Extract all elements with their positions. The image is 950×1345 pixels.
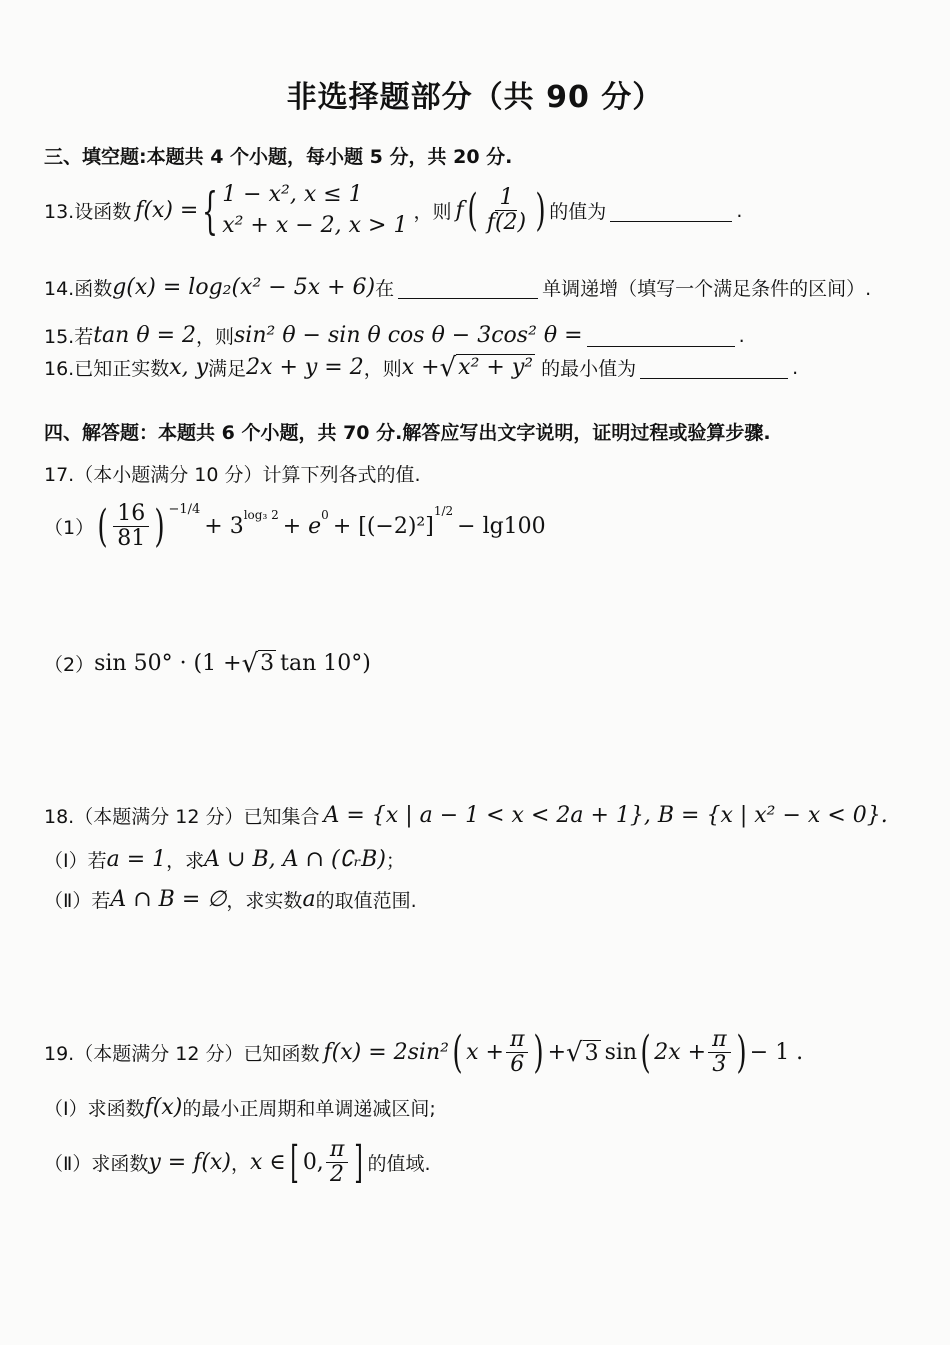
- q17-p2-sqrt: [241, 648, 277, 679]
- q17-log-exponent: log₃ 2: [243, 508, 279, 522]
- question-17-head: 17.（本小题满分 10 分）计算下列各式的值.: [44, 464, 421, 486]
- q17-p1-label: （1）: [44, 517, 95, 540]
- question-19-head: [44, 1028, 803, 1077]
- q13-denominator: f(2): [486, 210, 527, 236]
- q18-p2-var: a: [302, 887, 316, 912]
- q16-answer-blank[interactable]: [640, 356, 788, 379]
- q16-tail: 的最小值为: [541, 358, 637, 380]
- q19-radicand: 3: [584, 1040, 599, 1066]
- question-19-part-1: [44, 1094, 436, 1121]
- q14-expression: g(x) = log₂(x² − 5x + 6): [112, 275, 376, 300]
- q14-label: 14.函数: [44, 278, 113, 300]
- q19-p2-comma: ，: [230, 1153, 250, 1176]
- q16-vars: x, y: [169, 355, 209, 380]
- q16-then: ，则: [363, 358, 402, 380]
- q19-p2-x-in: x ∈: [249, 1150, 286, 1176]
- q13-case-1: 1 − x², x ≤ 1: [222, 182, 363, 207]
- q19-p1-tail: 的最小正周期和单调递减区间;: [182, 1098, 436, 1120]
- q17-p2-expr-b: tan 10°): [280, 651, 371, 676]
- q19-sqrt: [566, 1037, 601, 1068]
- q19-plus: +: [547, 1040, 567, 1066]
- q17-half-exponent: 1/2: [433, 504, 454, 518]
- question-17-part-1: [44, 502, 546, 551]
- q19-left-paren-2: (: [640, 1026, 651, 1078]
- q18-p2-end: 的取值范围.: [315, 890, 417, 912]
- question-16: [44, 354, 798, 381]
- q16-radicand: x² + y²: [458, 355, 534, 381]
- q19-sin: sin: [604, 1040, 638, 1066]
- question-18-head: [44, 802, 888, 829]
- q17-right-paren: ): [154, 500, 166, 552]
- q19-pi-2: π: [708, 1028, 730, 1053]
- q19-fraction-3: [326, 1138, 348, 1187]
- q16-satisfy: 满足: [208, 358, 247, 380]
- q19-two-x-plus: 2x +: [654, 1040, 707, 1066]
- q19-right-paren-1: ): [533, 1026, 545, 1078]
- radical-icon: √: [241, 648, 259, 679]
- q13-left-paren: (: [467, 184, 478, 236]
- question-13: [44, 180, 742, 242]
- q13-end: .: [736, 199, 743, 222]
- question-17-part-2: [44, 650, 371, 677]
- q15-answer-blank[interactable]: [587, 324, 735, 347]
- q16-end: .: [792, 356, 799, 379]
- section-fill-in-header: 三、填空题:本题共 4 个小题，每小题 5 分，共 20 分.: [44, 146, 513, 168]
- q13-fraction: [483, 186, 530, 235]
- q14-tail: 单调递增（填写一个满足条件的区间）.: [542, 278, 872, 300]
- q15-condition: tan θ = 2: [93, 323, 196, 348]
- q18-p2-find: ，求实数: [226, 890, 303, 912]
- q19-x-plus: x +: [466, 1040, 504, 1066]
- q15-label: 15.若: [44, 326, 94, 348]
- q14-mid: 在: [375, 278, 395, 300]
- q19-p1-label: （Ⅰ）求函数: [44, 1098, 145, 1120]
- q17-term-lg: − lg100: [457, 514, 546, 540]
- q17-term-3: + 3: [204, 514, 244, 540]
- q13-case-2: x² + x − 2, x > 1: [222, 212, 408, 238]
- q17-term-bracket: + [(−2)²]: [332, 514, 434, 540]
- q16-label: 16.已知正实数: [44, 358, 170, 380]
- radical-icon: √: [566, 1037, 583, 1068]
- q13-then: ，则: [413, 201, 452, 224]
- q18-p1-condition: a = 1: [106, 847, 167, 872]
- question-18-part-2: [44, 886, 417, 913]
- q18-p1-end: ；: [385, 850, 405, 872]
- q15-then: ，则: [196, 326, 235, 348]
- q17-left-paren: (: [97, 500, 108, 552]
- q19-func-a: f(x) = 2sin²: [323, 1040, 449, 1066]
- question-14: [44, 274, 871, 301]
- q16-expr-a: x +: [401, 355, 440, 380]
- q16-sqrt: [439, 352, 535, 383]
- q17-denominator: 81: [117, 526, 146, 552]
- q18-p1-find: ，求: [166, 850, 205, 872]
- q13-right-paren: ): [535, 184, 546, 236]
- q19-p2-tail: 的值域.: [367, 1153, 431, 1176]
- q19-left-bracket: [: [289, 1136, 299, 1188]
- q13-brace: {: [202, 181, 219, 240]
- q17-e-exponent: 0: [321, 508, 329, 522]
- q19-left-paren-1: (: [452, 1026, 463, 1078]
- q19-p2-label: （Ⅱ）求函数: [44, 1153, 149, 1176]
- q19-label: 19.（本题满分 12 分）已知函数: [44, 1043, 320, 1066]
- q13-label: 13.设函数: [44, 201, 132, 224]
- q19-two: 2: [330, 1162, 345, 1188]
- q19-six: 6: [510, 1052, 525, 1078]
- q18-sets: A = {x | a − 1 < x < 2a + 1}, B = {x | x² − x < 0}.: [323, 803, 888, 828]
- question-19-part-2: [44, 1138, 431, 1187]
- q17-fraction: [113, 502, 149, 551]
- q17-term-e: + e: [282, 514, 322, 540]
- q19-p2-f: y = f(x): [148, 1150, 231, 1176]
- q19-zero: 0,: [302, 1150, 324, 1176]
- q13-function-name: f(x) =: [135, 198, 199, 224]
- q13-answer-blank[interactable]: [610, 199, 732, 222]
- question-18-part-1: [44, 846, 405, 873]
- radical-icon: √: [439, 352, 457, 383]
- q19-minus-one: − 1 .: [749, 1040, 804, 1066]
- q19-p1-f: f(x): [144, 1095, 183, 1120]
- q19-right-bracket: ]: [354, 1136, 364, 1188]
- q16-condition: 2x + y = 2: [246, 355, 364, 380]
- q19-fraction-1: [506, 1028, 528, 1077]
- q15-expression: sin² θ − sin θ cos θ − 3cos² θ =: [234, 323, 583, 348]
- question-15: [44, 322, 745, 349]
- q18-p1-label: （Ⅰ）若: [44, 850, 107, 872]
- q19-three: 3: [712, 1052, 727, 1078]
- q19-right-paren-2: ): [736, 1026, 747, 1078]
- q19-pi-1: π: [506, 1028, 528, 1053]
- q19-fraction-2: [708, 1028, 730, 1077]
- q18-label: 18.（本题满分 12 分）已知集合: [44, 806, 320, 828]
- q18-p2-label: （Ⅱ）若: [44, 890, 111, 912]
- q15-end: .: [738, 324, 745, 347]
- q13-tail: 的值为: [549, 201, 607, 224]
- q17-numerator: 16: [113, 502, 149, 527]
- q17-p2-radicand: 3: [260, 651, 275, 677]
- section-solve-header: 四、解答题：本题共 6 个小题，共 70 分.解答应写出文字说明，证明过程或验算步骤.: [44, 422, 771, 444]
- q14-answer-blank[interactable]: [398, 276, 538, 299]
- q13-numerator: 1: [495, 186, 517, 211]
- q18-p1-expression: A ∪ B, A ∩ (∁ᵣB): [204, 847, 386, 872]
- q17-p2-label: （2）: [44, 654, 95, 676]
- q17-exponent: −1/4: [168, 502, 201, 517]
- page-title: 非选择题部分（共 90 分）: [286, 80, 664, 115]
- q19-pi-3: π: [326, 1138, 348, 1163]
- q13-piecewise: [222, 180, 407, 242]
- q13-f: f: [455, 198, 464, 224]
- q17-p2-expr-a: sin 50° · (1 +: [94, 651, 242, 676]
- q18-p2-condition: A ∩ B = ∅: [110, 887, 227, 912]
